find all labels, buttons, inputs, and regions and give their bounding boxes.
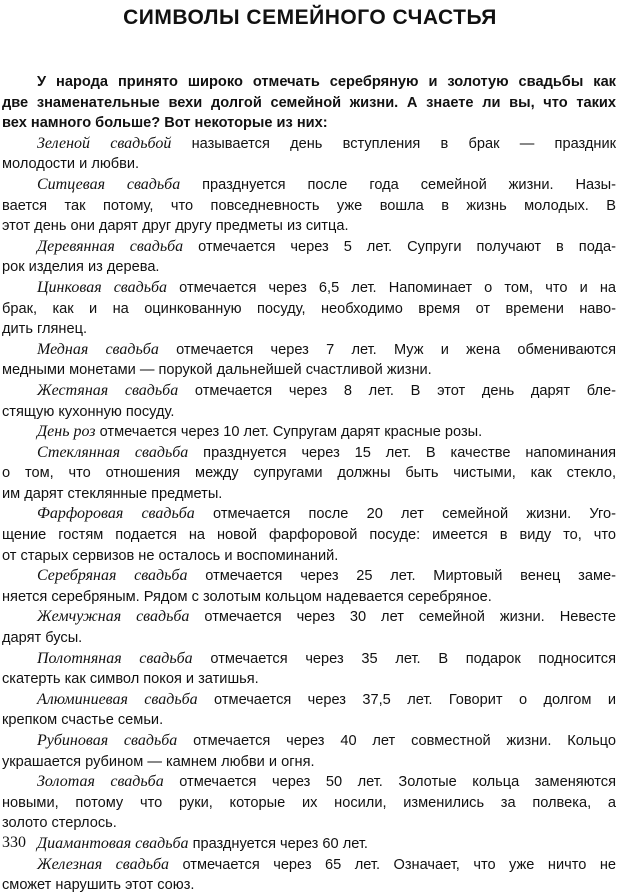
- anniversary-entry: [2, 649, 616, 690]
- entry-line: [2, 422, 616, 443]
- entry-line: [2, 278, 616, 299]
- anniversary-description: дить глянец.: [2, 321, 88, 338]
- entry-line: [2, 546, 616, 567]
- anniversary-description: стящую кухонную посуду.: [2, 403, 175, 420]
- anniversary-description: скатерть как символ покоя и затишья.: [2, 671, 259, 688]
- anniversary-entry: [2, 772, 616, 834]
- anniversary-description: отмечается через 40 лет совместной жизни. Кольцо: [177, 733, 616, 749]
- anniversary-entry: [2, 340, 616, 381]
- anniversary-term: Золотая свадьба: [37, 773, 164, 791]
- anniversary-entry: [2, 504, 616, 566]
- anniversary-description: отмечается через 8 лет. В этот день дарят бле-: [178, 382, 616, 399]
- anniversary-term: Медная свадьба: [37, 340, 159, 358]
- anniversary-description: новыми, потому что руки, которые их носили, изменились за полвека, а: [2, 794, 616, 811]
- entry-line: [2, 731, 616, 752]
- anniversary-entry: [2, 278, 616, 340]
- entry-line: [2, 752, 616, 773]
- anniversary-description: этот день они дарят друг другу предметы из ситца.: [2, 218, 349, 235]
- anniversary-entry: [2, 855, 616, 896]
- anniversary-description: сможет нарушить этот союз.: [2, 877, 195, 894]
- entry-line: [2, 772, 616, 793]
- anniversary-entry: [2, 237, 616, 278]
- anniversary-description: от старых сервизов не осталось и воспоминаний.: [2, 547, 339, 564]
- entry-line: [2, 443, 616, 464]
- anniversary-description: им дарят стеклянные предметы.: [2, 485, 223, 502]
- entry-line: [2, 360, 616, 381]
- entry-line: [2, 525, 616, 546]
- anniversary-description: отмечается через 35 лет. В подарок подносится: [192, 650, 616, 667]
- anniversary-description: отмечается через 6,5 лет. Напоминает о том, что и на: [167, 279, 616, 296]
- anniversary-description: щение гостям подается на новой фарфоровой посуде: имеется в виду то, что: [2, 527, 616, 544]
- entry-line: [2, 237, 616, 258]
- anniversary-term: Железная свадьба: [37, 855, 170, 873]
- entry-line: [2, 319, 616, 340]
- anniversary-term: Цинковая свадьба: [37, 278, 168, 296]
- entry-line: [2, 463, 616, 484]
- anniversary-list: [2, 134, 616, 896]
- entry-line: [2, 834, 616, 855]
- entry-line: [2, 649, 616, 670]
- entry-line: [2, 257, 616, 278]
- anniversary-description: вается так потому, что повседневность уже вошла в жизнь молодых. В: [2, 197, 616, 214]
- anniversary-description: отмечается через 65 лет. Означает, что уже ничто не: [169, 856, 616, 873]
- page-title: СИМВОЛЫ СЕМЕЙНОГО СЧАСТЬЯ: [123, 6, 497, 29]
- entry-line: [2, 710, 616, 731]
- anniversary-description: брак, как и на оцинкованную посуду, необходимо время от времени наво-: [2, 300, 616, 317]
- entry-line: [2, 813, 616, 834]
- entry-line: [2, 566, 616, 587]
- anniversary-description: празднуется через 15 лет. В качестве напоминания: [188, 444, 616, 461]
- anniversary-description: золото стерлось.: [2, 815, 117, 832]
- anniversary-entry: [2, 443, 616, 505]
- anniversary-description: отмечается через 25 лет. Миртовый венец заме-: [187, 568, 616, 585]
- anniversary-description: отмечается через 50 лет. Золотые кольца заменяются: [163, 774, 616, 791]
- anniversary-description: отмечается через 37,5 лет. Говорит о долгом и: [197, 691, 616, 708]
- entry-line: [2, 381, 616, 402]
- entry-line: [2, 402, 616, 423]
- anniversary-term: Зеленой свадьбой: [37, 134, 172, 152]
- anniversary-term: Жемчужная свадьба: [37, 608, 190, 626]
- article-body: [2, 72, 616, 896]
- entry-line: [2, 484, 616, 505]
- anniversary-term: Алюминиевая свадьба: [37, 690, 198, 708]
- anniversary-description: молодости и любви.: [2, 156, 140, 173]
- anniversary-description: медными монетами — порукой дальнейшей счастливой жизни.: [2, 362, 432, 379]
- anniversary-entry: [2, 731, 616, 772]
- entry-line: [2, 340, 616, 361]
- anniversary-entry: [2, 566, 616, 607]
- entry-line: [2, 669, 616, 690]
- anniversary-term: Ситцевая свадьба: [37, 175, 181, 193]
- intro-paragraph: [2, 72, 616, 134]
- entry-line: [2, 628, 616, 649]
- anniversary-term: Стеклянная свадьба: [37, 443, 189, 461]
- entry-line: [2, 587, 616, 608]
- entry-line: [2, 299, 616, 320]
- anniversary-description: отмечается через 5 лет. Супруги получают в пода-: [183, 238, 616, 255]
- anniversary-entry: [2, 381, 616, 422]
- anniversary-description: украшается рубином — камнем любви и огня.: [2, 753, 315, 770]
- intro-line: две знаменательные вехи долгой семейной жизни. А знаете ли вы, что таких: [2, 94, 616, 111]
- anniversary-description: отмечается через 7 лет. Муж и жена обмениваются: [158, 341, 616, 358]
- intro-line: У народа принято широко отмечать серебряную и золотую свадьбы как: [37, 74, 616, 90]
- anniversary-entry: [2, 607, 616, 648]
- entry-line: [2, 504, 616, 525]
- anniversary-description: о том, что отношения между супругами должны быть чистыми, как стекло,: [2, 465, 616, 482]
- page-number: 330: [2, 834, 26, 851]
- entry-line: [2, 690, 616, 711]
- anniversary-description: рок изделия из дерева.: [2, 259, 160, 276]
- anniversary-term: Полотняная свадьба: [37, 649, 193, 667]
- entry-line: [2, 154, 616, 175]
- entry-line: [2, 875, 616, 896]
- anniversary-term: Деревянная свадьба: [37, 237, 184, 255]
- anniversary-description: няется серебряным. Рядом с золотым кольцом надевается серебряное.: [2, 588, 492, 605]
- entry-line: [2, 134, 616, 155]
- anniversary-entry: [2, 134, 616, 175]
- anniversary-description: празднуется через 60 лет.: [188, 835, 368, 852]
- entry-line: [2, 216, 616, 237]
- anniversary-description: крепком счастье семьи.: [2, 712, 164, 729]
- entry-line: [2, 793, 616, 814]
- anniversary-entry: [2, 834, 616, 855]
- anniversary-entry: [2, 690, 616, 731]
- anniversary-term: Жестяная свадьба: [37, 381, 179, 399]
- anniversary-term: Рубиновая свадьба: [37, 732, 178, 749]
- anniversary-description: отмечается через 30 лет семейной жизни. Невесте: [189, 609, 616, 626]
- entry-line: [2, 196, 616, 217]
- anniversary-term: День роз: [37, 423, 96, 441]
- entry-line: [2, 175, 616, 196]
- anniversary-term: Диамантовая свадьба: [37, 834, 189, 852]
- anniversary-description: дарят бусы.: [2, 630, 83, 647]
- anniversary-description: отмечается через 10 лет. Супругам дарят красные розы.: [95, 424, 483, 441]
- anniversary-term: Серебряная свадьба: [37, 567, 188, 585]
- anniversary-description: называется день вступления в брак — праздник: [171, 135, 616, 152]
- anniversary-term: Фарфоровая свадьба: [37, 505, 195, 523]
- anniversary-entry: [2, 422, 616, 443]
- anniversary-entry: [2, 175, 616, 237]
- anniversary-description: празднуется после года семейной жизни. Назы-: [180, 176, 616, 193]
- entry-line: [2, 607, 616, 628]
- anniversary-description: отмечается после 20 лет семейной жизни. Уго-: [194, 506, 616, 523]
- intro-line: вех намного больше? Вот некоторые из них:: [2, 115, 328, 132]
